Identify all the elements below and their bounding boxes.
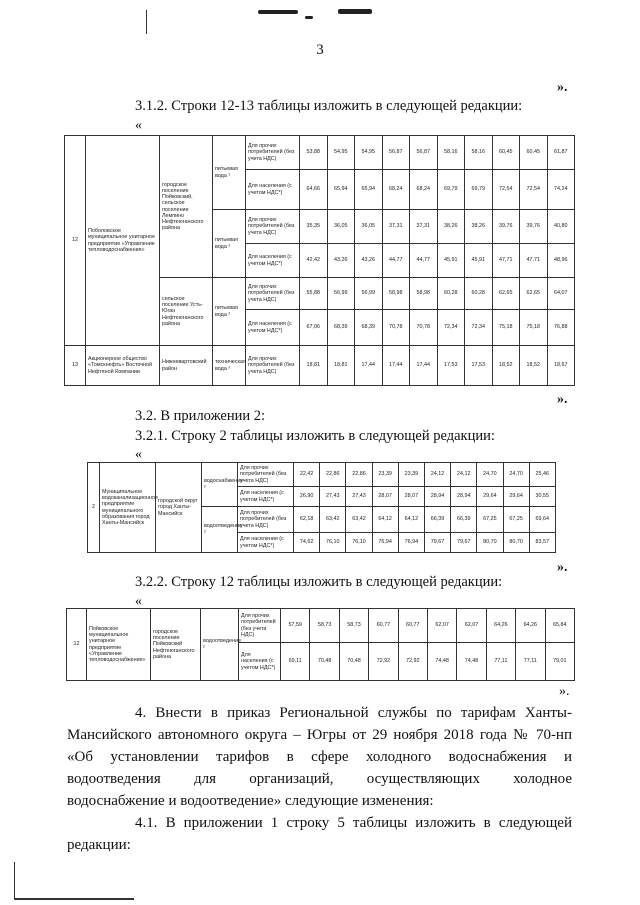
tariff-cell: 62,07 [457,609,486,643]
tariff-cell: 24,70 [503,463,529,487]
organization-name: Муниципальное водоканализационное предприятие муниципального образования город Ханты-Мансийск [100,463,156,553]
tariff-cell: 76,88 [547,310,575,346]
tariff-cell: 23,39 [398,463,424,487]
tariff-cell: 54,95 [327,136,355,170]
row-number: 12 [67,609,87,681]
tariff-cell: 72,54 [492,170,520,210]
scan-artifact [305,16,313,19]
tariff-cell: 44,77 [410,244,438,278]
tariff-cell: 43,26 [327,244,355,278]
organization-name: Акционерное общество «Томскнефть» Восточной Нефтяной Компании [86,346,160,386]
tariff-cell: 77,11 [516,643,545,681]
closing-quote: ». [557,560,568,575]
tariff-cell: 29,64 [503,487,529,507]
tariff-cell: 72,34 [465,310,493,346]
tariff-cell: 42,42 [300,244,328,278]
tariff-cell: 67,25 [477,507,503,533]
tariff-cell: 24,12 [424,463,450,487]
tariff-cell: 60,45 [492,136,520,170]
table-row-2 [87,462,556,553]
tariff-cell: 30,55 [529,487,555,507]
section-3-2-2-heading: 3.2.2. Строку 12 таблицы изложить в следующей редакции: [135,574,503,590]
territory: Нижневартовский район [160,346,213,386]
territory: городской округ город Ханты-Мансийск [156,463,202,553]
territory: городское поселение Пойковский Нефтеюганского района [151,609,201,681]
table-row-12-appendix-2 [66,608,575,681]
tariff-cell: 24,70 [477,463,503,487]
tariff-cell: 75,18 [492,310,520,346]
tariff-cell: 23,39 [372,463,398,487]
tariff-cell: 76,10 [320,533,346,553]
consumer-type: Для прочих потребителей (без учета НДС) [246,278,300,310]
consumer-type: Для прочих потребителей (без учета НДС) [246,136,300,170]
service-type: техническая вода ² [213,346,246,386]
consumer-type: Для населения (с учетом НДС*) [246,310,300,346]
tariff-cell: 60,28 [437,278,465,310]
tariff-cell: 18,52 [520,346,548,386]
tariff-cell: 48,96 [547,244,575,278]
row-number: 12 [65,136,86,346]
tariff-cell: 74,62 [294,533,320,553]
closing-quote: ». [557,392,568,407]
tariff-cell: 72,92 [369,643,398,681]
organization-name: Пойковское муниципальное унитарное предприятие «Управление тепловодоснабжения» [87,609,151,681]
tariff-cell: 58,73 [339,609,368,643]
tariff-cell: 76,10 [346,533,372,553]
tariff-cell: 17,44 [410,346,438,386]
tariff-cell: 70,78 [410,310,438,346]
tariff-cell: 67,25 [503,507,529,533]
tariff-cell: 18,52 [492,346,520,386]
paragraph-line: 4. Внести в приказ Региональной службы по тарифам Ханты- [135,705,572,721]
tariff-cell: 17,44 [382,346,410,386]
tariff-cell: 39,76 [520,210,548,244]
tariff-cell: 17,53 [437,346,465,386]
paragraph-4-1 [67,812,572,856]
tariff-cell: 63,42 [320,507,346,533]
tariff-cell: 62,65 [492,278,520,310]
tariff-cell: 66,39 [451,507,477,533]
tariff-cell: 79,67 [424,533,450,553]
scan-artifact [258,10,298,14]
margin-line [14,862,15,900]
tariff-cell: 25,46 [529,463,555,487]
consumer-type: Для населения (с учетом НДС*) [246,244,300,278]
consumer-type: Для населения (с учетом НДС*) [246,170,300,210]
tariff-cell: 18,67 [547,346,575,386]
tariff-cell: 64,12 [398,507,424,533]
tariff-cell: 68,39 [327,310,355,346]
tariff-cell: 58,16 [465,136,493,170]
tariff-cell: 17,53 [465,346,493,386]
tariff-cell: 67,06 [300,310,328,346]
tariff-cell: 58,98 [410,278,438,310]
tariff-cell: 28,07 [372,487,398,507]
tariff-cell: 66,39 [424,507,450,533]
row-number: 13 [65,346,86,386]
tariff-cell: 58,16 [437,136,465,170]
tariff-cell: 75,18 [520,310,548,346]
tariff-cell: 44,77 [382,244,410,278]
closing-quote: ». [557,80,568,95]
tariff-cell: 28,94 [451,487,477,507]
paragraph-line: 4.1. В приложении 1 строку 5 таблицы изложить в следующей [135,815,572,831]
tariff-cell: 80,70 [503,533,529,553]
tariff-cell: 29,64 [477,487,503,507]
paragraph-line: «Об установлении тарифов в сфере холодного водоснабжения и [67,749,572,765]
tariff-cell: 61,87 [547,136,575,170]
tariff-cell: 55,88 [300,278,328,310]
tariff-cell: 22,42 [294,463,320,487]
consumer-type: Для прочих потребителей (без учета НДС) [238,507,294,533]
tariff-cell: 28,07 [398,487,424,507]
tariff-cell: 65,94 [355,170,383,210]
tariff-cell: 76,94 [398,533,424,553]
tariff-cell: 70,48 [339,643,368,681]
tariff-cell: 69,64 [529,507,555,533]
consumer-type: Для прочих потребителей (без учета НДС) [239,609,281,643]
tariff-cell: 70,48 [310,643,339,681]
tariff-cell: 74,48 [457,643,486,681]
tariff-cell: 79,01 [545,643,574,681]
tariff-cell: 56,99 [327,278,355,310]
tariff-cell: 17,44 [355,346,383,386]
scan-artifact [338,9,372,14]
tariff-cell: 27,43 [320,487,346,507]
organization-name: Поболовское муниципальное унитарное предприятие «Управление тепловодоснабжения» [86,136,160,346]
opening-quote: « [135,447,142,462]
tariff-cell: 69,79 [437,170,465,210]
tariff-cell: 40,80 [547,210,575,244]
tariff-cell: 45,91 [465,244,493,278]
tariff-cell: 24,12 [451,463,477,487]
tariff-cell: 68,24 [410,170,438,210]
tariff-cell: 45,91 [437,244,465,278]
paragraph-line: водоснабжение и водоотведение» следующие изменения: [67,793,434,809]
paragraph-line: Мансийского автономного округа – Югры от 29 ноября 2018 года № 70-нп [67,727,572,743]
tariff-cell: 64,26 [486,609,515,643]
tariff-cell: 56,87 [410,136,438,170]
tariff-cell: 37,31 [382,210,410,244]
closing-quote: ». [559,684,570,699]
tariff-cell: 74,24 [547,170,575,210]
service-type: водоотведение ² [201,609,239,681]
tariff-cell: 62,65 [520,278,548,310]
tariff-cell: 68,39 [355,310,383,346]
tariff-cell: 64,66 [300,170,328,210]
section-3-2-1-heading: 3.2.1. Строку 2 таблицы изложить в следующей редакции: [135,428,495,444]
section-3-1-2-heading: 3.1.2. Строки 12-13 таблицы изложить в следующей редакции: [135,98,523,114]
tariff-cell: 54,95 [355,136,383,170]
tariff-cell: 60,77 [369,609,398,643]
paragraph-line: водоотведения для организаций, осуществляющих холодное [67,771,572,787]
service-type: питьевая вода ² [213,278,246,346]
tariff-cell: 72,34 [437,310,465,346]
territory: сельское поселение Усть-Юган Нефтеюганского района [160,278,213,346]
tariff-cell: 18,81 [300,346,328,386]
service-type: питьевая вода ¹ [213,136,246,210]
tariff-cell: 72,92 [398,643,427,681]
tariff-cell: 53,88 [300,136,328,170]
tariff-cell: 38,26 [437,210,465,244]
consumer-type: Для прочих потребителей (без учета НДС) [246,210,300,244]
tariff-cell: 35,35 [300,210,328,244]
tariff-cell: 76,94 [372,533,398,553]
tariff-cell: 62,07 [427,609,456,643]
tariff-cell: 36,05 [355,210,383,244]
tariff-cell: 70,78 [382,310,410,346]
tariff-cell: 63,42 [346,507,372,533]
consumer-type: Для прочих потребителей (без учета НДС) [238,463,294,487]
tariff-cell: 79,67 [451,533,477,553]
tariff-cell: 43,26 [355,244,383,278]
tariff-cell: 26,90 [294,487,320,507]
tariff-cell: 64,12 [372,507,398,533]
tariff-cell: 60,45 [520,136,548,170]
tariff-cell: 22,86 [320,463,346,487]
tariff-cell: 37,31 [410,210,438,244]
tariff-cell: 58,73 [310,609,339,643]
tariff-cell: 27,43 [346,487,372,507]
service-type: питьевая вода ² [213,210,246,278]
tariff-cell: 56,87 [382,136,410,170]
tariff-cell: 60,28 [465,278,493,310]
tariff-cell: 57,59 [281,609,310,643]
tariff-cell: 69,79 [465,170,493,210]
tariff-cell: 77,11 [486,643,515,681]
tariff-cell: 60,77 [398,609,427,643]
tariff-cell: 80,70 [477,533,503,553]
row-number: 2 [88,463,100,553]
tariff-cell: 69,11 [281,643,310,681]
tariff-cell: 58,98 [382,278,410,310]
tariff-cell: 47,71 [492,244,520,278]
margin-line [14,898,134,900]
tariff-cell: 65,94 [327,170,355,210]
service-type: водоотведение ² [202,507,238,553]
tariff-cell: 62,18 [294,507,320,533]
tariff-cell: 65,84 [545,609,574,643]
territory: городское поселение Пойковский, сельское поселение Лемпино Нефтеюганского района [160,136,213,278]
consumer-type: Для населения (с учетом НДС*) [238,533,294,553]
tariff-cell: 56,99 [355,278,383,310]
tariff-cell: 83,57 [529,533,555,553]
tariff-cell: 64,07 [547,278,575,310]
tariff-cell: 18,81 [327,346,355,386]
consumer-type: Для населения (с учетом НДС*) [238,487,294,507]
tariff-cell: 38,26 [465,210,493,244]
table-rows-12-13 [64,135,575,386]
opening-quote: « [135,118,142,133]
service-type: водоснабжение ² [202,463,238,507]
margin-line [146,10,147,34]
tariff-cell: 64,26 [516,609,545,643]
consumer-type: Для населения (с учетом НДС*) [239,643,281,681]
tariff-cell: 22,86 [346,463,372,487]
tariff-cell: 28,94 [424,487,450,507]
section-3-2-heading: 3.2. В приложении 2: [135,408,266,424]
page-number: 3 [316,42,324,58]
paragraph-4 [67,702,572,812]
tariff-cell: 39,76 [492,210,520,244]
tariff-cell: 47,71 [520,244,548,278]
tariff-cell: 74,48 [427,643,456,681]
paragraph-line: редакции: [67,837,131,853]
opening-quote: « [135,594,142,609]
tariff-cell: 68,24 [382,170,410,210]
consumer-type: Для прочих потребителей (без учета НДС) [246,346,300,386]
tariff-cell: 36,05 [327,210,355,244]
tariff-cell: 72,54 [520,170,548,210]
